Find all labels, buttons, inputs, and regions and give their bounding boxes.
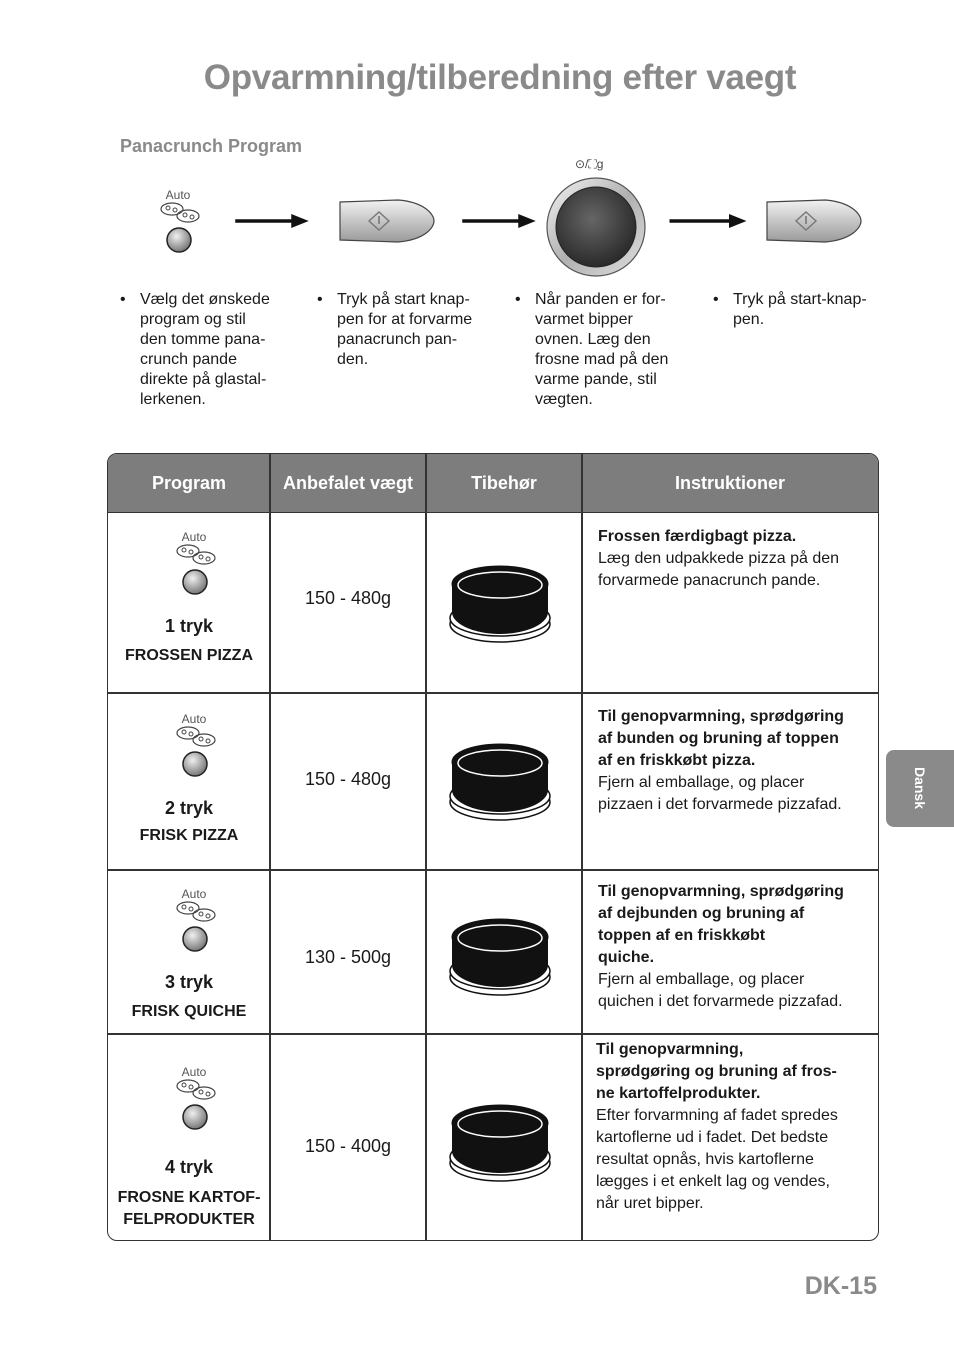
press-count: 2 tryk (164, 798, 214, 818)
instruction-text: Til genopvarmning, sprødgøring af dejbunden og bruning af toppen af en friskkøbt quiche. Fjern al emballage, og placer quichen i det forvarmede pizzafad. (598, 883, 844, 1010)
step-text-4: • Tryk på start-knap- pen. (713, 291, 867, 328)
step-text-1: • Vælg det ønskede program og stil den tomme pana- crunch pande direkte på glastal- lerkenen. (120, 291, 270, 408)
page-number: DK-15 (804, 1272, 877, 1300)
pizza-icon (174, 899, 220, 955)
table-row (108, 692, 878, 869)
recommended-weight: 150 - 480g (304, 588, 392, 608)
step-text-3: • Når panden er for- varmet bipper ovnen. Læg den frosne mad på den varme pande, stil vægten. (515, 291, 669, 408)
program-name: FROSSEN PIZZA (124, 647, 253, 664)
column-header-weight: Anbefalet vægt (282, 473, 414, 493)
recommended-weight: 130 - 500g (304, 947, 392, 967)
recommended-weight: 150 - 400g (304, 1136, 392, 1156)
table-header (108, 454, 878, 513)
auto-label: Auto (181, 712, 207, 726)
column-header-accessory: Tibehør (471, 473, 537, 493)
pizza-icon (174, 1077, 220, 1133)
section-title: Panacrunch Program (120, 136, 303, 156)
program-name: FRISK PIZZA (139, 827, 239, 844)
program-name: FROSNE KARTOF- FELPRODUKTER (117, 1189, 261, 1228)
instruction-text: Til genopvarmning, sprødgøring af bunden og bruning af toppen af en friskkøbt pizza. Fjern al emballage, og placer pizzaen i det forvarmede pizzafad. (598, 708, 844, 813)
table-row (108, 1033, 878, 1241)
auto-button-illustration (174, 1065, 234, 1135)
arrow-icon (230, 214, 314, 228)
program-name: FRISK QUICHE (131, 1003, 247, 1020)
pizza-pan-illustration (448, 1101, 552, 1185)
language-tab-label: Dansk (912, 766, 928, 810)
arrow-icon (664, 214, 752, 228)
auto-button-illustration (174, 887, 234, 957)
start-button-illustration (338, 198, 436, 244)
pizza-icon (174, 724, 220, 780)
instruction-text: Til genopvarmning, sprødgøring og bruning af fros- ne kartoffelprodukter. Efter forvarmning af fadet spredes kartoflerne ud i fadet. Det bedste resultat opnås, hvis kartoflerne lægges i et enkelt lag og vendes, når uret bipper. (596, 1041, 838, 1212)
pizza-pan-illustration (448, 740, 552, 824)
start-button-illustration (765, 198, 863, 244)
auto-label: Auto (181, 1065, 207, 1079)
instruction-text: Frossen færdigbagt pizza. Læg den udpakkede pizza på den forvarmede panacrunch pande. (598, 528, 840, 589)
pizza-icon (158, 200, 204, 256)
page-title: Opvarmning/tilberedning efter vaegt (203, 58, 797, 97)
language-tab (886, 750, 954, 827)
recommended-weight: 150 - 480g (304, 769, 392, 789)
program-table (107, 453, 879, 1241)
press-count: 1 tryk (164, 616, 214, 636)
auto-button-illustration (158, 188, 218, 258)
pizza-pan-illustration (448, 562, 552, 646)
auto-label: Auto (165, 188, 191, 202)
auto-label: Auto (181, 887, 207, 901)
press-count: 3 tryk (164, 972, 214, 992)
timer-weight-icon: ⊙/⛶g (575, 157, 604, 171)
auto-button-illustration (174, 712, 234, 782)
column-header-program: Program (151, 473, 227, 493)
table-row (108, 512, 878, 692)
auto-label: Auto (181, 530, 207, 544)
press-count: 4 tryk (164, 1157, 214, 1177)
table-row (108, 869, 878, 1033)
column-header-instructions: Instruktioner (674, 473, 785, 493)
pizza-pan-illustration (448, 915, 552, 999)
dial-knob-illustration (545, 176, 647, 278)
arrow-icon (457, 214, 541, 228)
auto-button-illustration (174, 530, 234, 600)
step-text-2: • Tryk på start knap- pen for at forvarme panacrunch pan- den. (317, 291, 473, 368)
pizza-icon (174, 542, 220, 598)
